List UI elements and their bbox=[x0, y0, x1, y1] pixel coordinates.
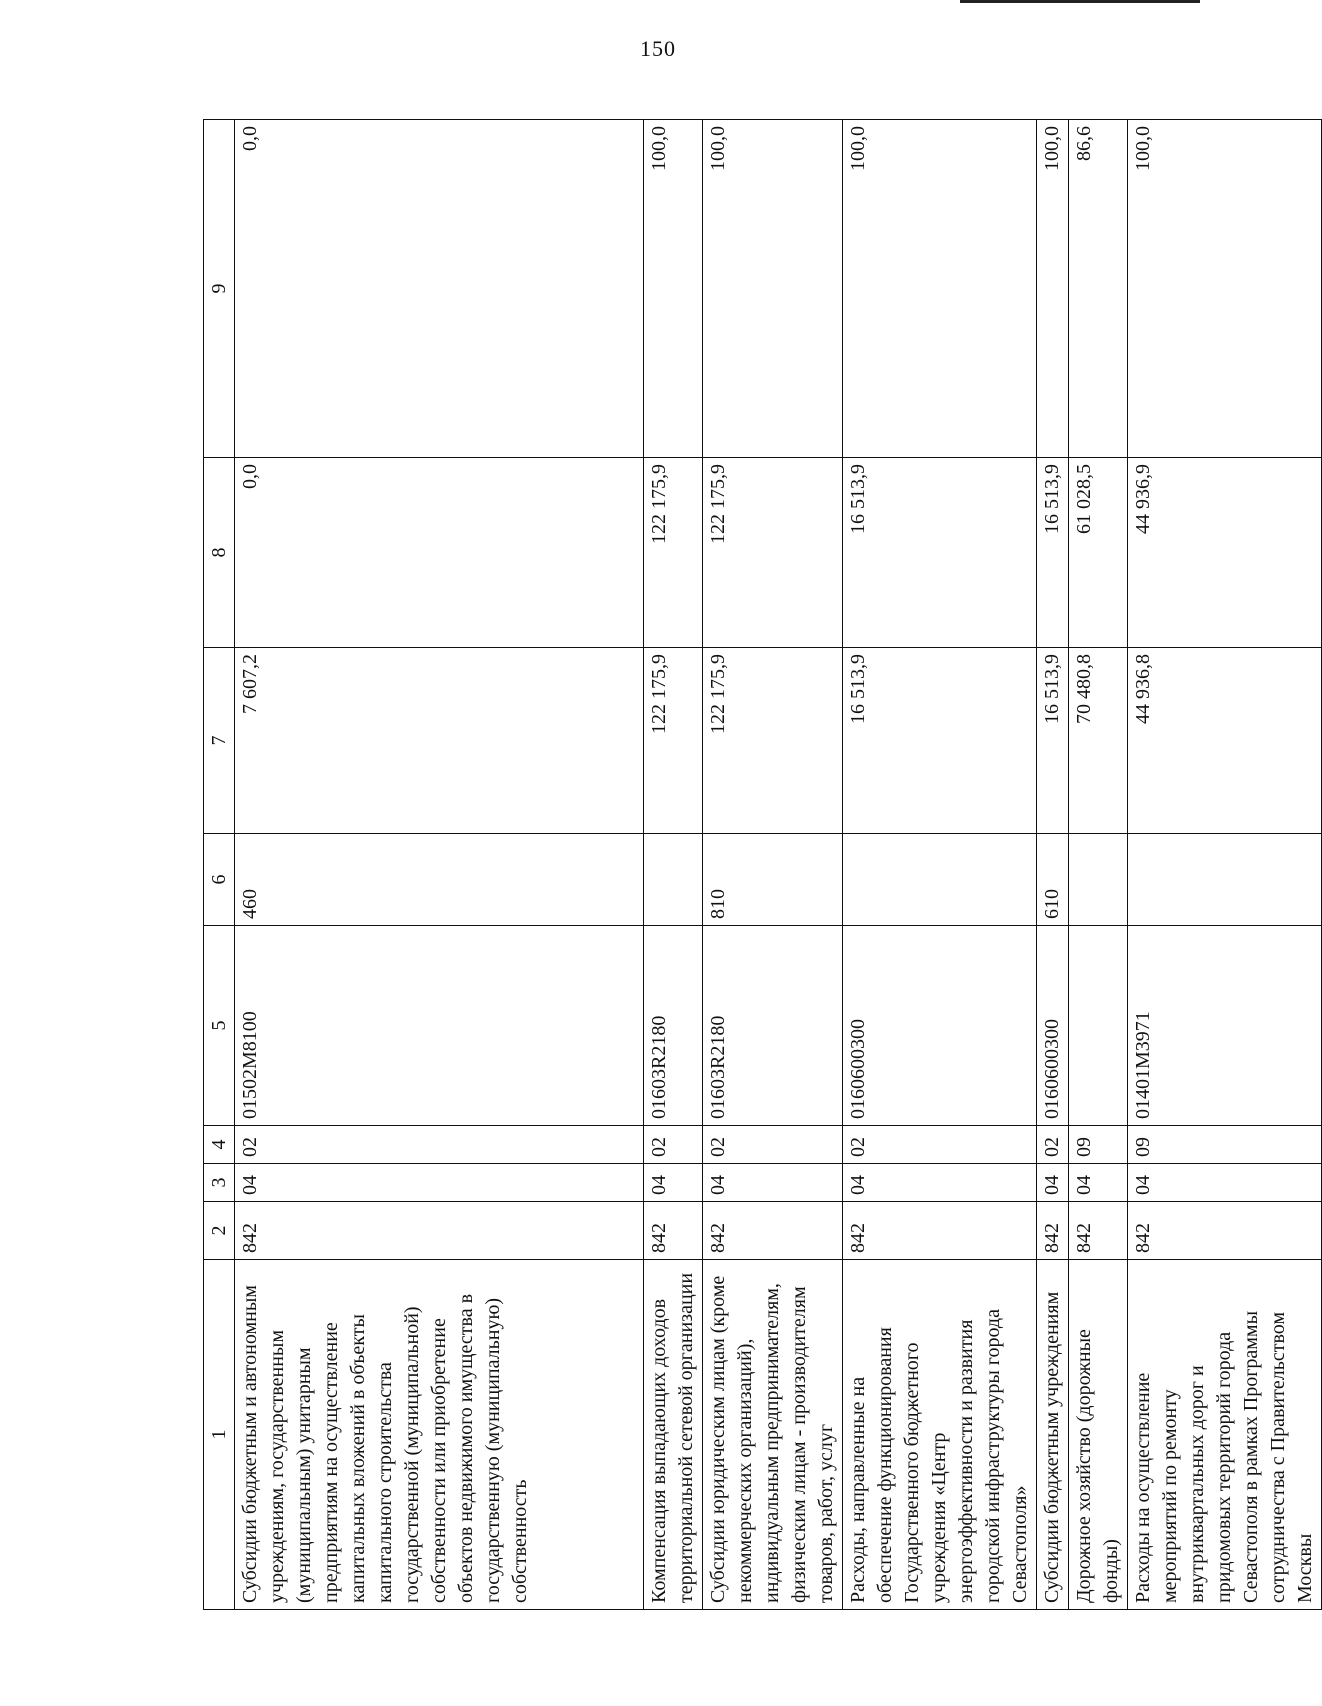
table-row bbox=[1069, 120, 1128, 1610]
cell-col7: 16 513,9 bbox=[1037, 648, 1069, 834]
cell-col8: 16 513,9 bbox=[1037, 458, 1069, 648]
page-number: 150 bbox=[640, 36, 676, 61]
header-cell: 7 bbox=[204, 648, 235, 834]
cell-col6 bbox=[1128, 834, 1322, 926]
cell-col8: 122 175,9 bbox=[644, 458, 703, 648]
table-row bbox=[644, 120, 703, 1610]
row-name: Субсидии бюджетным учреждениям bbox=[1037, 1260, 1069, 1610]
cell-col8: 44 936,9 bbox=[1128, 458, 1322, 648]
cell-col3: 04 bbox=[235, 1164, 644, 1202]
cell-col6 bbox=[644, 834, 703, 926]
cell-col3: 04 bbox=[1069, 1164, 1128, 1202]
row-name: Расходы, направленные на обеспечение функционирования Государственного бюджетного учреждения «Центр энергоэффективности и развития городской инфраструктуры города Севастополя» bbox=[843, 1260, 1037, 1610]
row-name: Дорожное хозяйство (дорожные фонды) bbox=[1069, 1260, 1128, 1610]
table-row bbox=[1037, 120, 1069, 1610]
cell-col4: 02 bbox=[1037, 1126, 1069, 1164]
cell-col2: 842 bbox=[1037, 1202, 1069, 1260]
cell-col8: 16 513,9 bbox=[843, 458, 1037, 648]
cell-col2: 842 bbox=[644, 1202, 703, 1260]
cell-col3: 04 bbox=[843, 1164, 1037, 1202]
cell-col5: 0160600300 bbox=[1037, 926, 1069, 1126]
cell-col5: 01603R2180 bbox=[644, 926, 703, 1126]
cell-col7: 44 936,8 bbox=[1128, 648, 1322, 834]
cell-col4: 02 bbox=[703, 1126, 843, 1164]
cell-col5: 01502M8100 bbox=[235, 926, 644, 1126]
row-name: Расходы на осуществление мероприятий по ремонту внутриквартальных дорог и придомовых территорий города Севастополя в рамках Программы сотрудничества с Правительством Москвы bbox=[1128, 1260, 1322, 1610]
cell-col9: 100,0 bbox=[843, 120, 1037, 458]
cell-col4: 09 bbox=[1069, 1126, 1128, 1164]
cell-col7: 122 175,9 bbox=[644, 648, 703, 834]
scan-edge-line bbox=[960, 0, 1200, 3]
cell-col9: 86,6 bbox=[1069, 120, 1128, 458]
header-cell: 3 bbox=[204, 1164, 235, 1202]
table-row bbox=[843, 120, 1037, 1610]
cell-col9: 100,0 bbox=[644, 120, 703, 458]
header-cell: 1 bbox=[204, 1260, 235, 1610]
table-row bbox=[235, 120, 644, 1610]
cell-col2: 842 bbox=[1069, 1202, 1128, 1260]
header-cell: 6 bbox=[204, 834, 235, 926]
budget-table bbox=[203, 119, 1322, 1610]
cell-col7: 70 480,8 bbox=[1069, 648, 1128, 834]
header-cell: 5 bbox=[204, 926, 235, 1126]
cell-col3: 04 bbox=[644, 1164, 703, 1202]
row-name: Субсидии юридическим лицам (кроме некоммерческих организаций), индивидуальным предпринимателям, физическим лицам - производителям товаров, работ, услуг bbox=[703, 1260, 843, 1610]
cell-col2: 842 bbox=[703, 1202, 843, 1260]
cell-col8: 61 028,5 bbox=[1069, 458, 1128, 648]
header-row bbox=[204, 120, 235, 1610]
cell-col9: 100,0 bbox=[1128, 120, 1322, 458]
cell-col4: 02 bbox=[235, 1126, 644, 1164]
header-cell: 2 bbox=[204, 1202, 235, 1260]
cell-col6: 610 bbox=[1037, 834, 1069, 926]
cell-col2: 842 bbox=[1128, 1202, 1322, 1260]
cell-col3: 04 bbox=[703, 1164, 843, 1202]
cell-col6: 810 bbox=[703, 834, 843, 926]
cell-col5: 01401M3971 bbox=[1128, 926, 1322, 1126]
header-cell: 9 bbox=[204, 120, 235, 458]
row-name: Субсидии бюджетным и автономным учреждениям, государственным (муниципальным) унитарным предприятиям на осуществление капитальных вложений в объекты капитального строительства государственной (муниципальной) собственности или приобретение объектов недвижимого имущества в государственную (муниципальную) собственность bbox=[235, 1260, 644, 1610]
cell-col4: 09 bbox=[1128, 1126, 1322, 1164]
cell-col3: 04 bbox=[1037, 1164, 1069, 1202]
cell-col5: 0160600300 bbox=[843, 926, 1037, 1126]
table-row bbox=[1128, 120, 1322, 1610]
cell-col8: 0,0 bbox=[235, 458, 644, 648]
table-rotated-wrapper bbox=[203, 120, 1316, 1610]
cell-col6: 460 bbox=[235, 834, 644, 926]
cell-col5: 01603R2180 bbox=[703, 926, 843, 1126]
cell-col7: 122 175,9 bbox=[703, 648, 843, 834]
cell-col4: 02 bbox=[843, 1126, 1037, 1164]
cell-col2: 842 bbox=[843, 1202, 1037, 1260]
row-name: Компенсация выпадающих доходов территориальной сетевой организации bbox=[644, 1260, 703, 1610]
cell-col6 bbox=[1069, 834, 1128, 926]
cell-col9: 0,0 bbox=[235, 120, 644, 458]
header-cell: 8 bbox=[204, 458, 235, 648]
cell-col7: 7 607,2 bbox=[235, 648, 644, 834]
cell-col6 bbox=[843, 834, 1037, 926]
cell-col8: 122 175,9 bbox=[703, 458, 843, 648]
cell-col4: 02 bbox=[644, 1126, 703, 1164]
cell-col3: 04 bbox=[1128, 1164, 1322, 1202]
cell-col9: 100,0 bbox=[1037, 120, 1069, 458]
cell-col9: 100,0 bbox=[703, 120, 843, 458]
cell-col5 bbox=[1069, 926, 1128, 1126]
table-row bbox=[703, 120, 843, 1610]
cell-col2: 842 bbox=[235, 1202, 644, 1260]
cell-col7: 16 513,9 bbox=[843, 648, 1037, 834]
header-cell: 4 bbox=[204, 1126, 235, 1164]
